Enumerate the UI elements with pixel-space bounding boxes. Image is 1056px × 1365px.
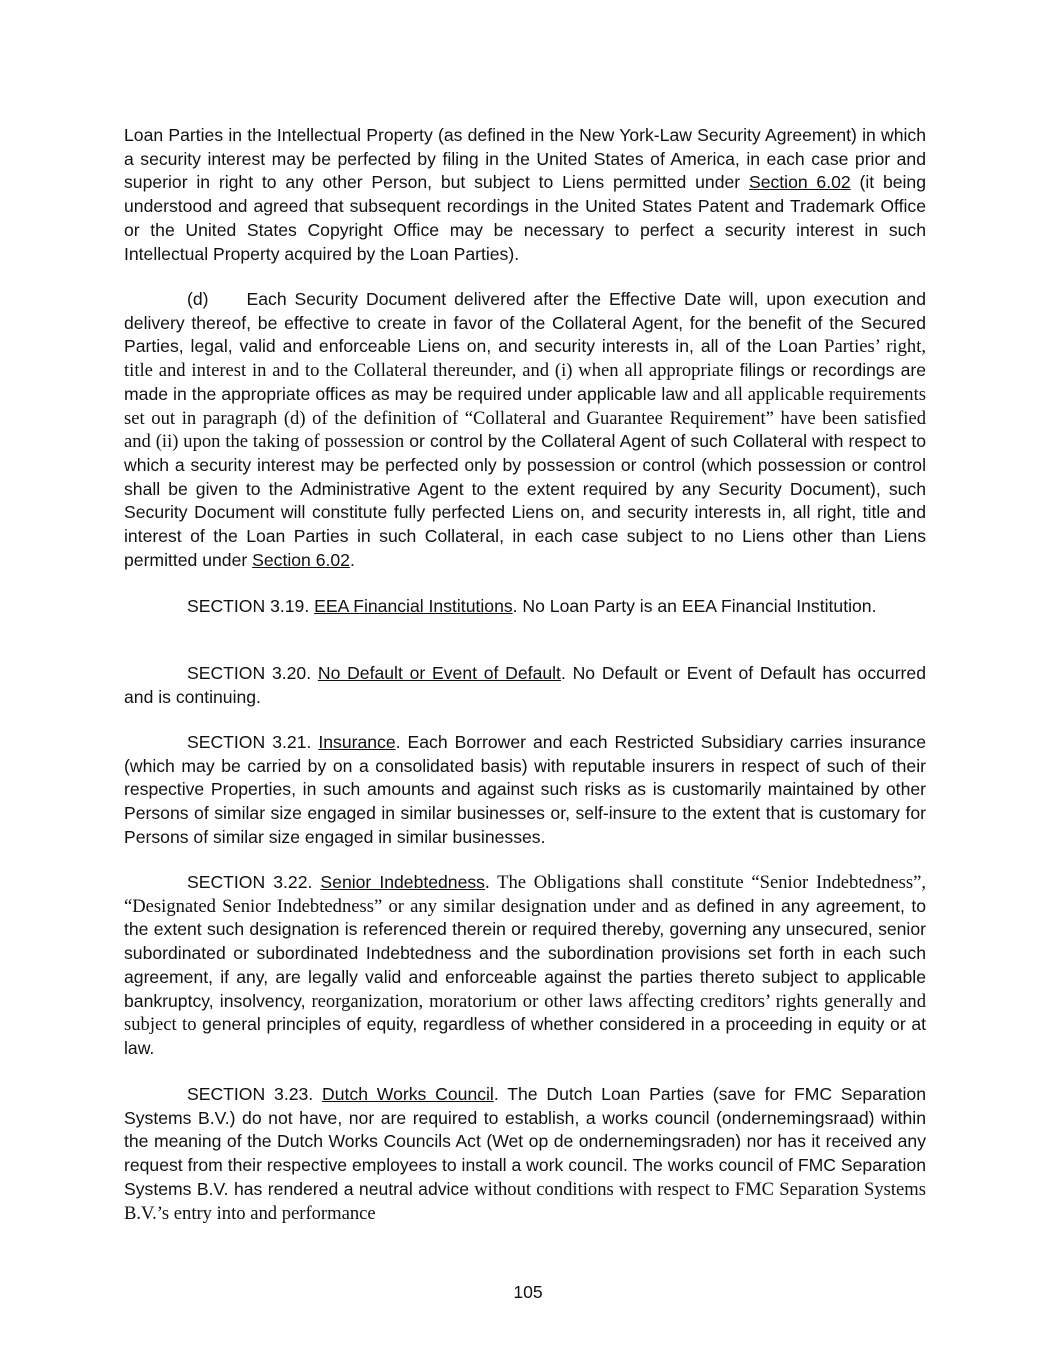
section-3-19-body: . No Loan Party is an EEA Financial Institution.	[512, 596, 877, 616]
section-3-20-number: SECTION 3.20.	[187, 663, 312, 683]
section-3-20-body: . No Default or Event of Default has occurred and is continuing.	[124, 663, 926, 707]
paragraph-c-continuation	[124, 124, 926, 266]
section-3-22-number: SECTION 3.22.	[187, 872, 313, 892]
section-3-20	[124, 662, 926, 709]
section-3-22-body-2: general principles of equity, regardless of whether considered in a proceeding in equity or at law.	[124, 1014, 926, 1058]
section-3-19	[124, 595, 926, 619]
section-6-02-reference-2: Section 6.02	[252, 549, 350, 570]
paragraph-d-text-4: .	[349, 549, 355, 570]
section-3-19-number: SECTION 3.19.	[187, 596, 310, 616]
paragraph-c-text-1: Loan Parties in the Intellectual Property (as defined in the New York-Law Security Agreement) in which a security interest may be perfected by filing in the United States of America, in each case prior and superior in right to any other Person, but subject to Liens permitted under	[124, 125, 926, 193]
paragraph-d-text-3: or control by the Collateral Agent of such Collateral with respect to which a security interest may be perfected only by possession or control (which possession or control shall be given to the Administrative Agent to the extent required by any Security Document), such Security Document will constitute fully perfected Liens on, and security interests in, all right, title and interest of the Loan Parties in such Collateral, in each case subject to no Liens other than Liens permitted under	[124, 431, 926, 570]
section-3-21	[124, 731, 926, 850]
paragraph-d-text-1: Each Security Document delivered after the Effective Date will, upon execution and delivery thereof, be effective to create in favor of the Collateral Agent, for the benefit of the Secured Parties, legal, valid and enforceable Liens on, and security interests in, all of the Loan	[124, 289, 926, 357]
section-3-23-title: Dutch Works Council	[322, 1084, 494, 1104]
section-3-23-serif-1: without conditions with respect to FMC Separation Systems B.V.’s entry into and performance	[124, 1178, 926, 1224]
section-3-22-serif-2: reorganization, moratorium or other laws affecting creditors’ rights generally and subject to	[124, 990, 927, 1036]
section-3-21-body: . Each Borrower and each Restricted Subsidiary carries insurance (which may be carried by on a consolidated basis) with reputable insurers in respect of such of their respective Properties, in such amounts and against such risks as is customarily maintained by other Persons of similar size engaged in similar businesses or, self-insure to the extent that is customary for Persons of similar size engaged in similar businesses.	[124, 732, 926, 847]
section-3-23	[124, 1083, 926, 1225]
section-3-22-serif-1: . The Obligations shall constitute “Senior Indebtedness”, “Designated Senior Indebtedness” or any similar designation under and as	[124, 872, 926, 917]
section-3-21-title: Insurance	[318, 732, 396, 752]
section-3-19-title: EEA Financial Institutions	[314, 596, 513, 616]
section-3-22	[124, 871, 926, 1061]
page-number: 105	[513, 1282, 543, 1302]
paragraph-d-label: (d)	[187, 289, 209, 309]
paragraph-d-text-2: filings or recordings are made in the appropriate offices as may be required under applicable law	[124, 360, 927, 404]
paragraph-d-serif-1: Parties’ right, title and interest in and to the Collateral thereunder, and (i) when all appropriate	[124, 336, 927, 382]
paragraph-c-text-2: (it being understood and agreed that subsequent recordings in the United States Patent and Trademark Office or the United States Copyright Office may be necessary to perfect a security interest in such Intellectual Property acquired by the Loan Parties).	[124, 172, 926, 264]
section-3-20-title: No Default or Event of Default	[317, 663, 561, 683]
paragraph-d	[124, 288, 926, 572]
section-3-22-body-1: defined in any agreement, to the extent such designation is referenced therein or required thereby, governing any unsecured, senior subordinated or subordinated Indebtedness and the subordination provisions set forth in each such agreement, if any, are legally valid and enforceable against the parties thereto subject to applicable bankruptcy, insolvency,	[124, 895, 926, 1011]
paragraph-d-serif-2: and all applicable requirements set out in paragraph (d) of the definition of “Collateral and Guarantee Requirement” have been satisfied and (ii) upon the taking of possession	[124, 383, 926, 453]
section-6-02-reference: Section 6.02	[748, 172, 851, 193]
section-3-23-number: SECTION 3.23.	[187, 1084, 314, 1104]
section-3-22-title: Senior Indebtedness	[320, 872, 485, 892]
section-3-23-body: . The Dutch Loan Parties (save for FMC Separation Systems B.V.) do not have, nor are required to establish, a works council (ondernemingsraad) within the meaning of the Dutch Works Councils Act (Wet op de ondernemingsraden) nor has it received any request from their respective employees to install a work council. The works council of FMC Separation Systems B.V. has rendered a neutral advice	[124, 1084, 926, 1199]
section-3-21-number: SECTION 3.21.	[187, 732, 312, 752]
